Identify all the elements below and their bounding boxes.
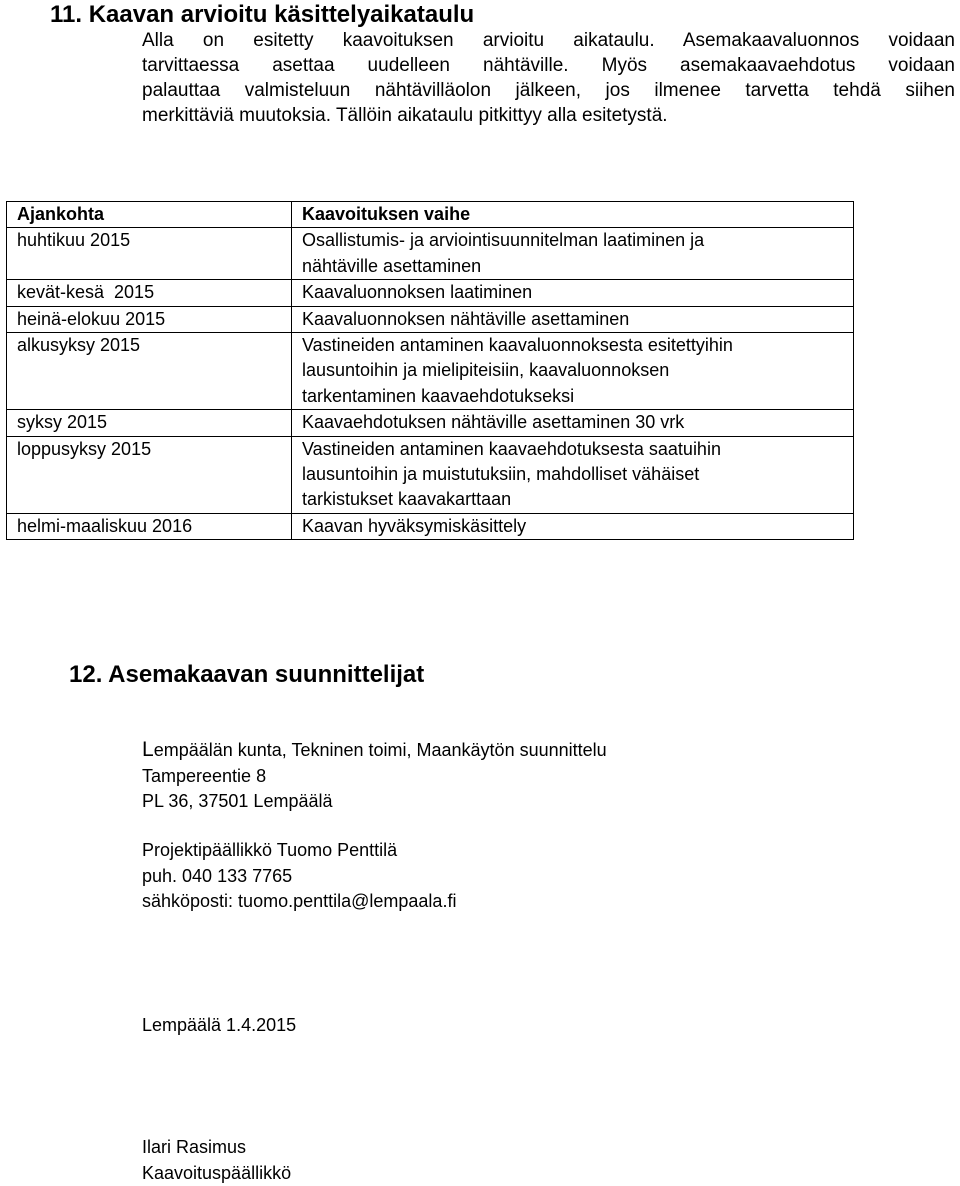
schedule-header-row — [7, 202, 854, 228]
phase-line: lausuntoihin ja muistutuksiin, mahdolliset vähäiset — [302, 464, 700, 485]
phase-line: tarkistukset kaavakarttaan — [302, 489, 512, 510]
signer-title: Kaavoituspäällikkö — [142, 1162, 292, 1183]
intro-line: palauttaa valmisteluun nähtävilläolon jälkeen, jos ilmenee tarvetta tehdä siihen — [142, 80, 955, 101]
email-address: sähköposti: tuomo.penttila@lempaala.fi — [142, 891, 457, 911]
time-cell: huhtikuu 2015 — [7, 228, 292, 280]
time-cell: loppusyksy 2015 — [7, 436, 292, 513]
postal-address: PL 36, 37501 Lempäälä — [142, 791, 333, 811]
time-cell: helmi-maaliskuu 2016 — [7, 513, 292, 539]
organization-initial: L — [142, 738, 154, 761]
phase-cell — [292, 306, 854, 332]
time-cell: heinä-elokuu 2015 — [7, 306, 292, 332]
schedule-table — [6, 201, 854, 540]
intro-line: Alla on esitetty kaavoituksen arvioitu aikataulu. Asemakaavaluonnos voidaan — [142, 30, 955, 51]
phase-line: Vastineiden antaminen kaavaluonnoksesta esitettyihin — [302, 335, 733, 356]
project-manager-block — [142, 838, 456, 915]
phase-line: Kaavan hyväksymiskäsittely — [302, 515, 527, 536]
phase-line: tarkentaminen kaavaehdotukseksi — [302, 385, 575, 406]
phase-cell — [292, 436, 854, 513]
place-date-text: Lempäälä 1.4.2015 — [142, 1015, 297, 1035]
signature-block — [142, 1135, 291, 1186]
table-row — [7, 306, 854, 332]
time-cell: alkusyksy 2015 — [7, 333, 292, 410]
organization-name: empäälän kunta, Tekninen toimi, Maankäytön suunnittelu — [153, 740, 607, 760]
street-address: Tampereentie 8 — [142, 765, 267, 786]
intro-line: tarvittaessa asettaa uudelleen nähtäville. Myös asemakaavaehdotus voidaan — [142, 55, 955, 76]
table-row — [7, 228, 854, 280]
organization-line — [142, 737, 607, 764]
planner-contact-block — [142, 737, 607, 815]
table-row — [7, 280, 854, 306]
phase-cell — [292, 280, 854, 306]
table-row — [7, 410, 854, 436]
phone-number: puh. 040 133 7765 — [142, 865, 293, 886]
intro-line: merkittäviä muutoksia. Tällöin aikataulu pitkittyy alla esitetystä. — [142, 105, 668, 126]
table-row — [7, 513, 854, 539]
project-manager-name: Projektipäällikkö Tuomo Penttilä — [142, 840, 398, 860]
phase-line: nähtäville asettaminen — [302, 255, 482, 276]
column-header-time: Ajankohta — [7, 202, 292, 228]
place-date — [142, 1013, 296, 1039]
section-12-heading: 12. Asemakaavan suunnittelijat — [69, 661, 425, 688]
table-row — [7, 333, 854, 410]
phase-cell — [292, 410, 854, 436]
column-header-phase: Kaavoituksen vaihe — [292, 202, 854, 228]
phase-line: Kaavaehdotuksen nähtäville asettaminen 30 vrk — [302, 412, 685, 433]
section-11-heading: 11. Kaavan arvioitu käsittelyaikataulu — [50, 1, 475, 28]
phase-cell — [292, 513, 854, 539]
phase-line: lausuntoihin ja mielipiteisiin, kaavaluonnoksen — [302, 360, 670, 381]
time-cell: syksy 2015 — [7, 410, 292, 436]
phase-cell — [292, 333, 854, 410]
schedule-intro-paragraph — [142, 28, 955, 128]
table-row — [7, 436, 854, 513]
phase-line: Osallistumis- ja arviointisuunnitelman laatiminen ja — [302, 230, 705, 251]
phase-line: Kaavaluonnoksen laatiminen — [302, 282, 533, 303]
phase-cell — [292, 228, 854, 280]
time-cell: kevät-kesä 2015 — [7, 280, 292, 306]
phase-line: Kaavaluonnoksen nähtäville asettaminen — [302, 308, 630, 329]
signer-name: Ilari Rasimus — [142, 1137, 247, 1157]
phase-line: Vastineiden antaminen kaavaehdotuksesta saatuihin — [302, 438, 721, 459]
